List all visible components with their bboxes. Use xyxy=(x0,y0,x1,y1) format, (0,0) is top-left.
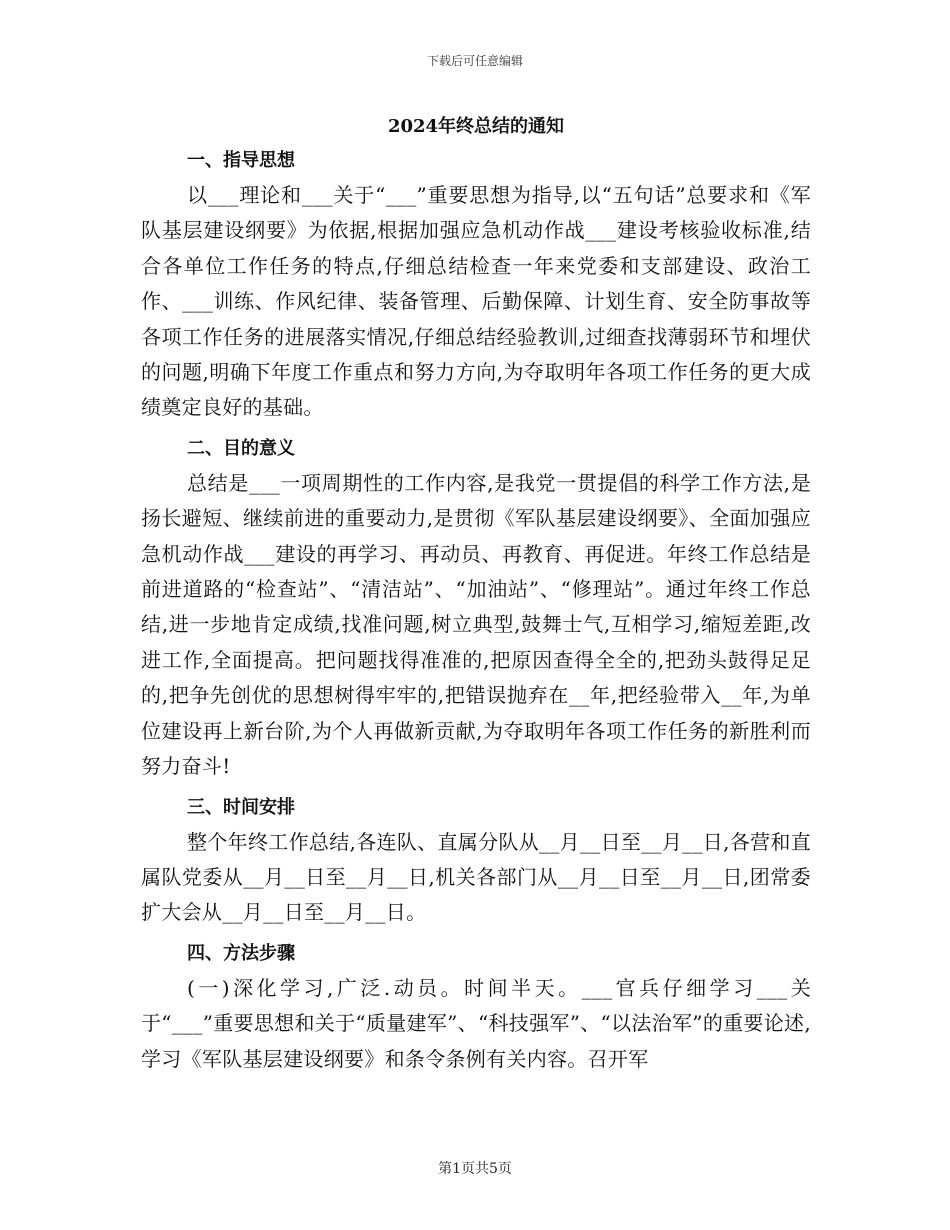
section-paragraph: 以___理论和___关于“___”重要思想为指导,以“五句话”总要求和《军队基层建设纲要》为依据,根据加强应急机动作战___建设考核验收标准,结合各单位工作任务的特点,仔细总结检查一年来党委和支部建设、政治工作、___训练、作风纪律、装备管理、后勤保障、计划生育、安全防事故等各项工作任务的进展落实情况,仔细总结经验教训,过细查找薄弱环节和埋伏的问题,明确下年度工作重点和努力方向,为夺取明年各项工作任务的更大成绩奠定良好的基础。 xyxy=(141,183,811,420)
section-paragraph: 总结是___一项周期性的工作内容,是我党一贯提倡的科学工作方法,是扬长避短、继续前进的重要动力,是贯彻《军队基层建设纲要》、全面加强应急机动作战___建设的再学习、再动员、再教育、再促进。年终工作总结是前进道路的“检查站”、“清洁站”、“加油站”、“修理站”。通过年终工作总结,进一步地肯定成绩,找准问题,树立典型,鼓舞士气,互相学习,缩短差距,改进工作,全面提高。把问题找得准准的,把原因查得全全的,把劲头鼓得足足的,把争先创优的思想树得牢牢的,把错误抛弃在__年,把经验带入__年,为单位建设再上新台阶,为个人再做新贡献,为夺取明年各项工作任务的新胜利而努力奋斗! xyxy=(141,470,811,779)
section-steps xyxy=(141,937,811,1077)
section-paragraph: 整个年终工作总结,各连队、直属分队从__月__日至__月__日,各营和直属队党委从__月__日至__月__日,机关各部门从__月__日至__月__日,团常委扩大会从__月__日至__月__日。 xyxy=(141,829,811,925)
section-heading: 四、方法步骤 xyxy=(187,942,295,964)
page-header: 下载后可任意编辑 xyxy=(426,54,523,68)
section-paragraph: (一)深化学习,广泛.动员。时间半天。___官兵仔细学习___关于“___”重要思想和关于“质量建军”、“科技强军”、“以法治军”的重要论述,学习《军队基层建设纲要》和条令条例有关内容。召开军 xyxy=(141,975,811,1071)
document-title: 2024年终总结的通知 xyxy=(387,116,565,137)
page-footer: 第1页共5页 xyxy=(438,1161,512,1177)
section-schedule xyxy=(141,791,811,931)
section-guiding-ideology xyxy=(141,144,811,426)
section-heading: 二、目的意义 xyxy=(187,437,295,459)
section-heading: 一、指导思想 xyxy=(187,150,295,171)
section-purpose xyxy=(141,432,811,785)
document-body xyxy=(141,112,811,1083)
section-heading: 三、时间安排 xyxy=(187,796,295,818)
